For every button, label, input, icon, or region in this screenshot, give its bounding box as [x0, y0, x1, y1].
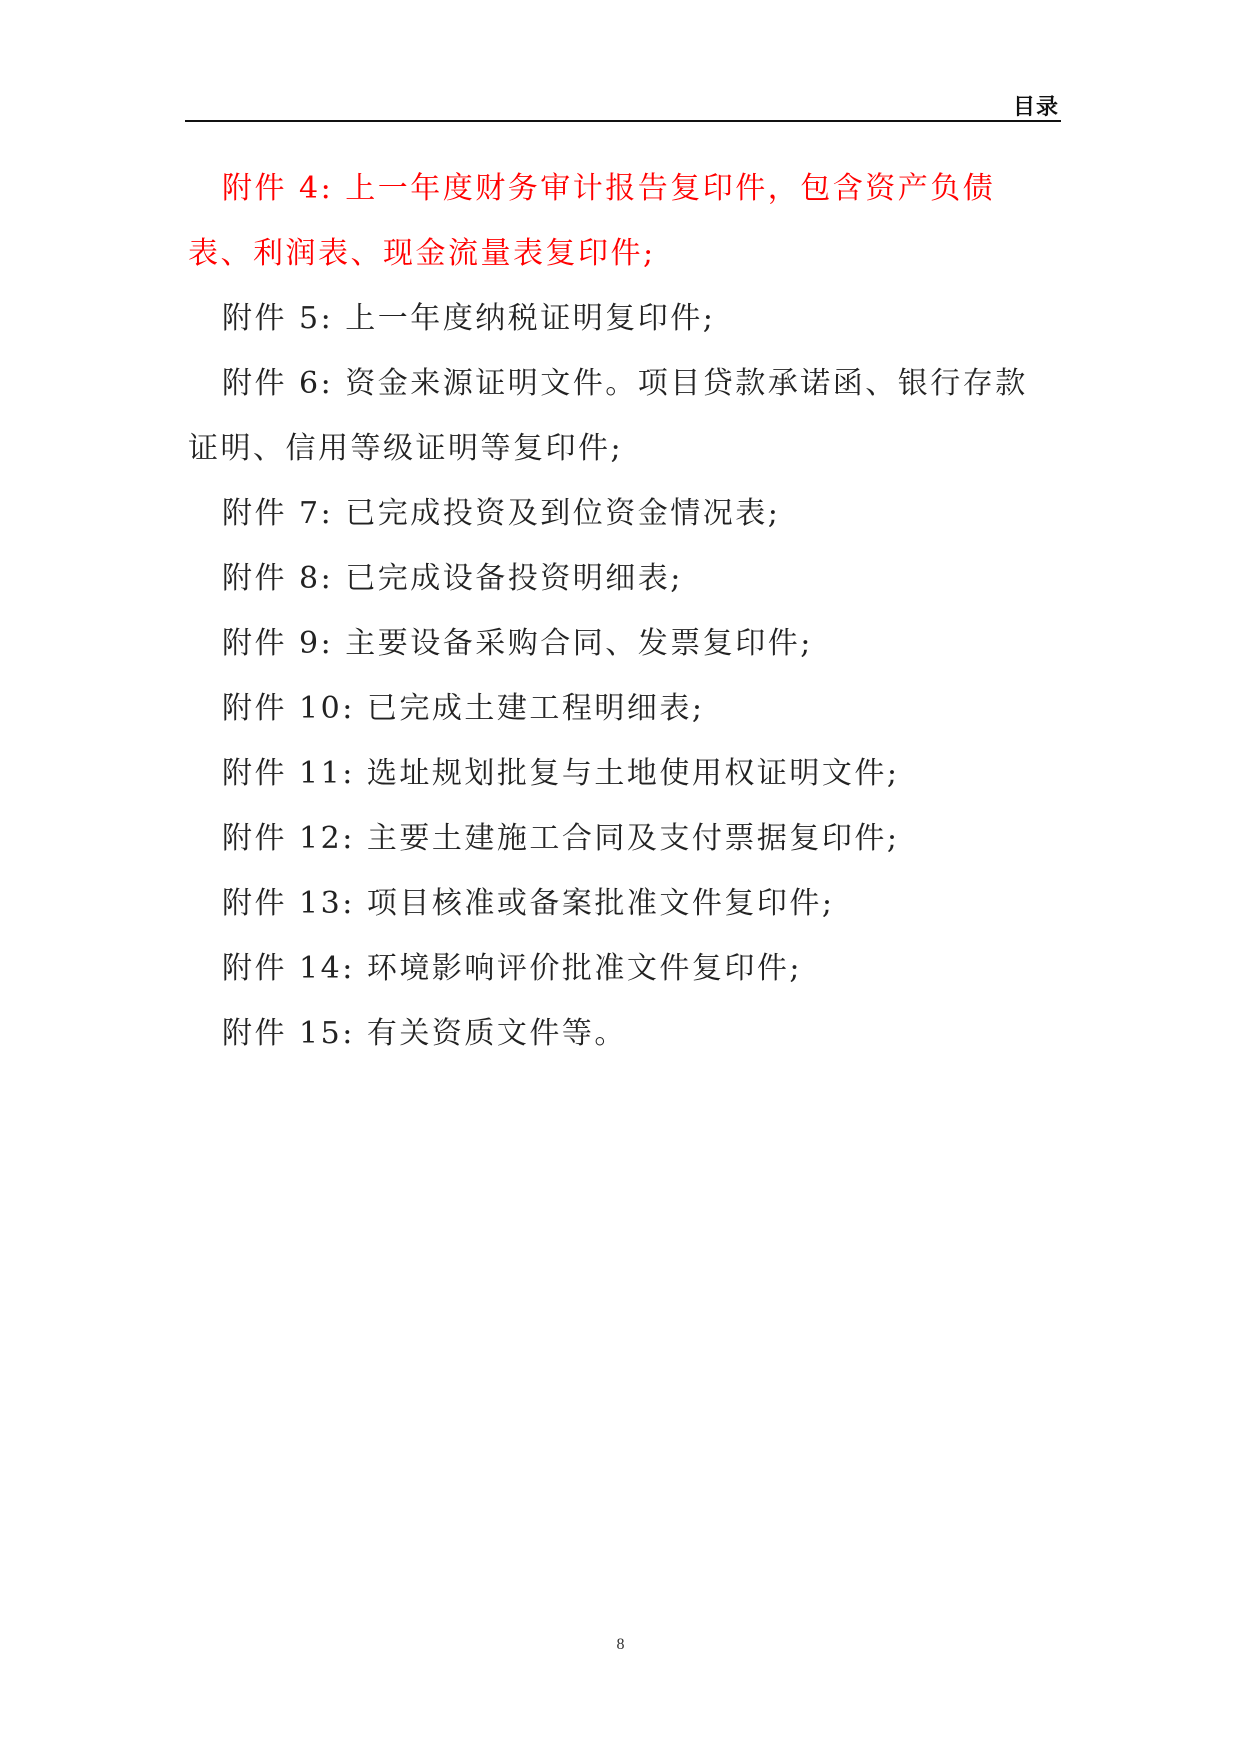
- attachment-6-item: 附件 6: 资金来源证明文件。项目贷款承诺函、银行存款证明、信用等级证明等复印件;: [188, 366, 1028, 466]
- page-number: 8: [616, 1636, 625, 1653]
- attachment-12-item: 附件 12: 主要土建施工合同及支付票据复印件;: [222, 821, 900, 856]
- attachment-5-item: 附件 5: 上一年度纳税证明复印件;: [222, 301, 716, 336]
- header-title: 目录: [1012, 95, 1059, 120]
- attachment-9-item: 附件 9: 主要设备采购合同、发票复印件;: [222, 626, 813, 661]
- attachment-15-item: 附件 15: 有关资质文件等。: [222, 1016, 627, 1051]
- document-body: [188, 156, 1060, 1066]
- attachment-11-item: 附件 11: 选址规划批复与土地使用权证明文件;: [222, 756, 900, 791]
- attachment-14-item: 附件 14: 环境影响评价批准文件复印件;: [222, 951, 802, 986]
- attachment-8-item: 附件 8: 已完成设备投资明细表;: [222, 561, 683, 596]
- page-header: [185, 84, 1061, 122]
- attachment-10-item: 附件 10: 已完成土建工程明细表;: [222, 691, 705, 726]
- attachment-7-item: 附件 7: 已完成投资及到位资金情况表;: [222, 496, 781, 531]
- attachment-13-item: 附件 13: 项目核准或备案批准文件复印件;: [222, 886, 835, 921]
- attachment-4-item: 附件 4: 上一年度财务审计报告复印件，包含资产负债表、利润表、现金流量表复印件;: [188, 171, 996, 271]
